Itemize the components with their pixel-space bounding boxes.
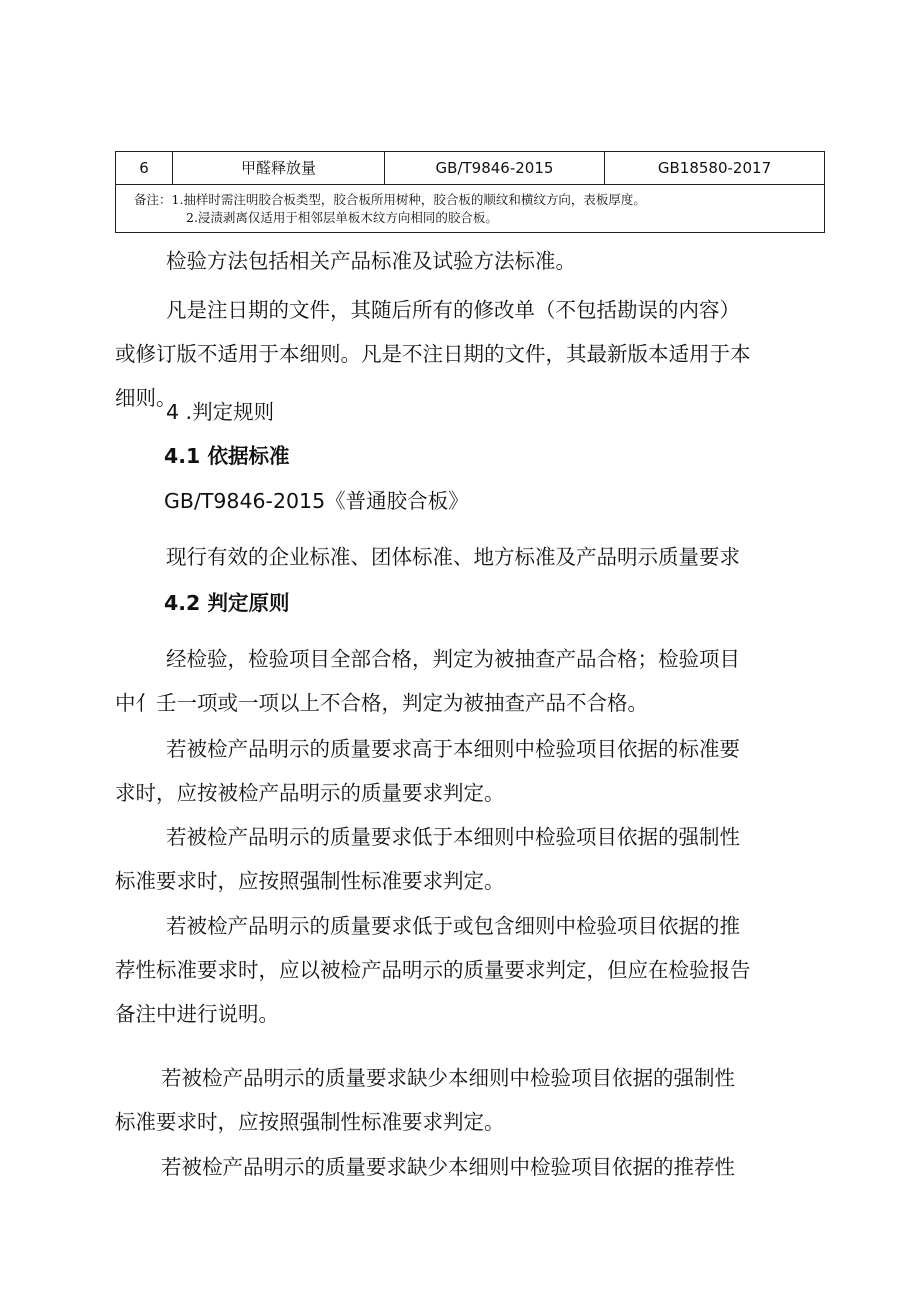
paragraph-line: 求时，应按被检产品明示的质量要求判定。 — [115, 781, 505, 805]
test-items-table — [115, 151, 825, 233]
note-line-1: 备注：1.抽样时需注明胶合板类型，胶合板所用树种，胶合板的顺纹和横纹方向，表板厚度。 — [134, 191, 646, 207]
paragraph-methods: 检验方法包括相关产品标准及试验方法标准。 — [166, 249, 576, 273]
paragraph-judgement-6: 若被检产品明示的质量要求缺少本细则中检验项目依据的推荐性 — [161, 1155, 735, 1179]
paragraph-line: 标准要求时，应按照强制性标准要求判定。 — [115, 1110, 505, 1134]
paragraph-judgement-1 — [115, 637, 827, 725]
section-heading-4-1: 4.1 依据标准 — [164, 444, 290, 468]
table-note-cell — [116, 185, 825, 233]
paragraph-line: 荐性标准要求时，应以被检产品明示的质量要求判定，但应在检验报告 — [115, 958, 751, 982]
standard-reference: GB/T9846-2015《普通胶合板》 — [164, 489, 469, 513]
paragraph-judgement-5 — [115, 1056, 827, 1144]
paragraph-line: 凡是注日期的文件，其随后所有的修改单（不包括勘误的内容） — [166, 298, 740, 322]
paragraph-line: 或修订版不适用于本细则。凡是不注日期的文件，其最新版本适用于本 — [115, 342, 751, 366]
table-row — [116, 152, 825, 185]
table-note-row — [116, 185, 825, 233]
paragraph-judgement-4 — [115, 904, 827, 1036]
section-heading-4: 4 .判定规则 — [166, 400, 275, 424]
paragraph-line: 标准要求时，应按照强制性标准要求判定。 — [115, 869, 505, 893]
paragraph-line: 若被检产品明示的质量要求缺少本细则中检验项目依据的强制性 — [161, 1066, 735, 1090]
note-line-2: 2.浸渍剥离仅适用于相邻层单板木纹方向相同的胶合板。 — [186, 209, 498, 225]
paragraph-line: 细则。 — [115, 386, 177, 410]
standard-reference: 现行有效的企业标准、团体标准、地方标准及产品明示质量要求 — [166, 545, 740, 569]
paragraph-line: 若被检产品明示的质量要求高于本细则中检验项目依据的标准要 — [166, 737, 740, 761]
paragraph-line: 备注中进行说明。 — [115, 1002, 279, 1026]
method-standard-cell: GB/T9846-2015 — [385, 152, 605, 185]
paragraph-line: 若被检产品明示的质量要求低于本细则中检验项目依据的强制性 — [166, 825, 740, 849]
paragraph-judgement-2 — [115, 727, 827, 815]
paragraph-line: 经检验，检验项目全部合格，判定为被抽查产品合格；检验项目 — [166, 647, 740, 671]
paragraph-judgement-3 — [115, 815, 827, 903]
item-number-cell: 6 — [116, 152, 173, 185]
judgement-standard-cell: GB18580-2017 — [605, 152, 825, 185]
item-name-cell: 甲醛释放量 — [173, 152, 385, 185]
section-heading-4-2: 4.2 判定原则 — [164, 591, 290, 615]
paragraph-line: 中亻壬一项或一项以上不合格，判定为被抽查产品不合格。 — [115, 691, 648, 715]
paragraph-line: 若被检产品明示的质量要求低于或包含细则中检验项目依据的推 — [166, 914, 740, 938]
